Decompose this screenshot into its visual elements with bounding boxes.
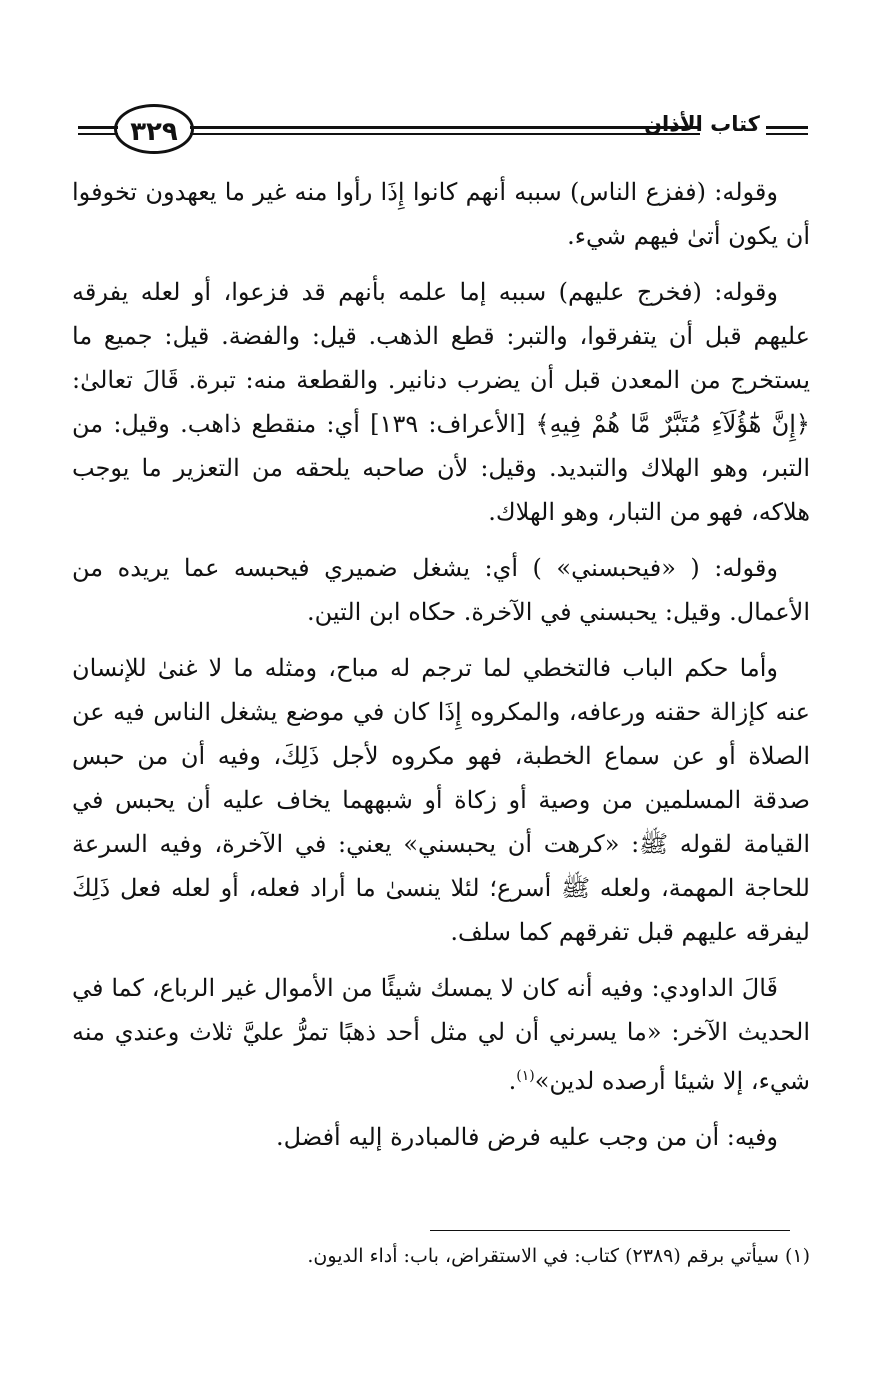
paragraph: قَالَ الداودي: وفيه أنه كان لا يمسك شيئًا من الأموال غير الرباع، كما في الحديث الآخر: «ما يسرني أن لي مثل أحد ذهبًا تمرُّ عليَّ ثلاث وعندي منه شيء، إلا شيئا أرصده لدين»$^{(١)}$. — [72, 974, 810, 1095]
header-rule — [766, 133, 808, 135]
paragraph: وأما حكم الباب فالتخطي لما ترجم له مباح، ومثله ما لا غنىٰ للإنسان عنه كإزالة حقنه ورعافه، والمكروه إِذَا كان في موضع يشغل الناس فيه عن الصلاة أو عن سماع الخطبة، فهو مكروه لأجل ذَلِكَ، وفيه أن من حبس صدقة المسلمين من وصية أو زكاة أو شبههما يخاف عليه أن يحبس في القيامة لقوله ﷺ: «كرهت أن يحبسني» يعني: في الآخرة، وفيه السرعة للحاجة المهمة، ولعله ﷺ أسرع؛ لئلا ينسىٰ ما أراد فعله، أو لعله فعل ذَلِكَ ليفرقه عليهم قبل تفرقهم كما سلف. — [72, 654, 810, 946]
header-rule — [766, 126, 808, 129]
page-number: ٣٢٩ — [114, 104, 194, 154]
paragraph: وقوله: (فخرج عليهم) سببه إما علمه بأنهم قد فزعوا، أو لعله يفرقه عليهم قبل أن يتفرقوا، والتبر: قطع الذهب. قيل: والفضة. قيل: جميع ما يستخرج من المعدن قبل أن يضرب دنانير. والقطعة منه: تبرة. قَالَ تعالىٰ: ﴿إِنَّ هَٰٓؤُلَآءِ مُتَبَّرٌ مَّا هُمْ فِيهِ﴾ [الأعراف: ١٣٩] أي: منقطع ذاهب. وقيل: من التبر، وهو الهلاك والتبديد. وقيل: لأن صاحبه يلحقه من التعزير ما يوجب هلاكه، فهو من التبار، وهو الهلاك. — [72, 278, 810, 526]
header-rule — [190, 133, 700, 135]
header-rule — [78, 133, 118, 135]
paragraph: وقوله: ( «فيحبسني» ) أي: يشغل ضميري فيحبسه عما يريده من الأعمال. وقيل: يحبسني في الآخرة. حكاه ابن التين. — [72, 554, 810, 626]
page-header — [78, 100, 808, 160]
chapter-title: كتاب الأذان — [644, 112, 760, 136]
paragraph: وقوله: (ففزع الناس) سببه أنهم كانوا إِذَا رأوا منه غير ما يعهدون تخوفوا أن يكون أتىٰ فيهم شيء. — [72, 178, 810, 250]
footnote-reference: (١) — [516, 1068, 535, 1084]
header-rule — [190, 126, 700, 129]
footnote-divider — [430, 1230, 790, 1231]
main-text — [72, 170, 810, 1171]
paragraph: وفيه: أن من وجب عليه فرض فالمبادرة إليه أفضل. — [275, 1123, 778, 1151]
paragraph-text: قَالَ الداودي: وفيه أنه كان لا يمسك شيئًا من الأموال غير الرباع، كما في الحديث الآخر: «ما يسرني أن لي مثل أحد ذهبًا تمرُّ عليَّ ثلاث وعندي منه شيء، إلا شيئا أرصده لدين» — [72, 974, 810, 1095]
header-rule — [78, 126, 118, 129]
footnote: (١) سيأتي برقم (٢٣٨٩) كتاب: في الاستقراض، باب: أداء الديون. — [307, 1245, 810, 1267]
